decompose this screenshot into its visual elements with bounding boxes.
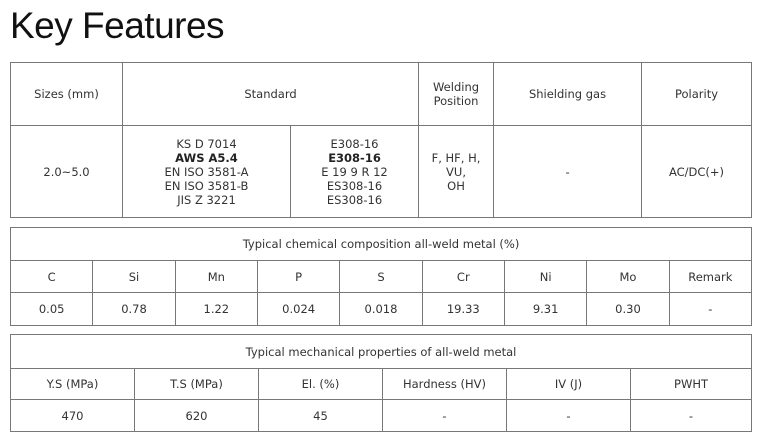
chem-header-si: Si [93, 261, 175, 293]
mech-header-pwht: PWHT [631, 369, 752, 400]
header-welding-position: Welding Position [419, 63, 494, 126]
chemical-table [10, 227, 752, 326]
mech-header-ts: T.S (MPa) [135, 369, 259, 400]
chem-value-mn: 1.22 [175, 293, 257, 326]
chem-value-remark: - [669, 293, 751, 326]
chem-value-c: 0.05 [11, 293, 93, 326]
chem-header-p: P [257, 261, 339, 293]
header-shielding-gas: Shielding gas [494, 63, 642, 126]
mechanical-title: Typical mechanical properties of all-weld metal [11, 335, 752, 369]
chem-value-cr: 19.33 [422, 293, 504, 326]
class-en-a: E 19 9 R 12 [321, 164, 388, 179]
chem-header-mo: Mo [587, 261, 669, 293]
chem-header-ni: Ni [504, 261, 586, 293]
class-aws: E308-16 [328, 150, 381, 165]
chem-header-remark: Remark [669, 261, 751, 293]
standard-aws: AWS A5.4 [175, 150, 238, 165]
mech-value-ts: 620 [135, 400, 259, 432]
class-en-b: ES308-16 [326, 178, 383, 193]
standards-right-cell [291, 126, 419, 218]
class-jis: ES308-16 [326, 192, 383, 207]
chem-value-s: 0.018 [340, 293, 422, 326]
header-polarity: Polarity [642, 63, 752, 126]
value-shielding-gas: - [494, 126, 642, 218]
chem-value-si: 0.78 [93, 293, 175, 326]
mechanical-table [10, 334, 752, 432]
chem-header-mn: Mn [175, 261, 257, 293]
chem-value-ni: 9.31 [504, 293, 586, 326]
mech-value-el: 45 [259, 400, 383, 432]
value-welding-position: F, HF, H, VU, OH [419, 126, 494, 218]
chem-header-c: C [11, 261, 93, 293]
spec-table [10, 62, 752, 218]
header-sizes: Sizes (mm) [11, 63, 123, 126]
class-ks: E308-16 [330, 136, 379, 151]
chem-header-cr: Cr [422, 261, 504, 293]
mech-value-ys: 470 [11, 400, 135, 432]
standard-en-b: EN ISO 3581-B [164, 178, 249, 193]
standard-jis: JIS Z 3221 [177, 192, 236, 207]
value-sizes: 2.0~5.0 [11, 126, 123, 218]
mech-header-el: El. (%) [259, 369, 383, 400]
standard-en-a: EN ISO 3581-A [164, 164, 249, 179]
standards-left-cell [123, 126, 291, 218]
chem-value-mo: 0.30 [587, 293, 669, 326]
chem-header-s: S [340, 261, 422, 293]
chemical-title: Typical chemical composition all-weld metal (%) [11, 228, 752, 261]
standard-ks: KS D 7014 [176, 136, 237, 151]
header-standard: Standard [123, 63, 419, 126]
mech-header-ys: Y.S (MPa) [11, 369, 135, 400]
mech-header-iv: IV (J) [507, 369, 631, 400]
mech-value-hardness: - [383, 400, 507, 432]
chem-value-p: 0.024 [257, 293, 339, 326]
mech-header-hardness: Hardness (HV) [383, 369, 507, 400]
value-polarity: AC/DC(+) [642, 126, 752, 218]
mech-value-iv: - [507, 400, 631, 432]
mech-value-pwht: - [631, 400, 752, 432]
page-title: Key Features [10, 5, 225, 46]
